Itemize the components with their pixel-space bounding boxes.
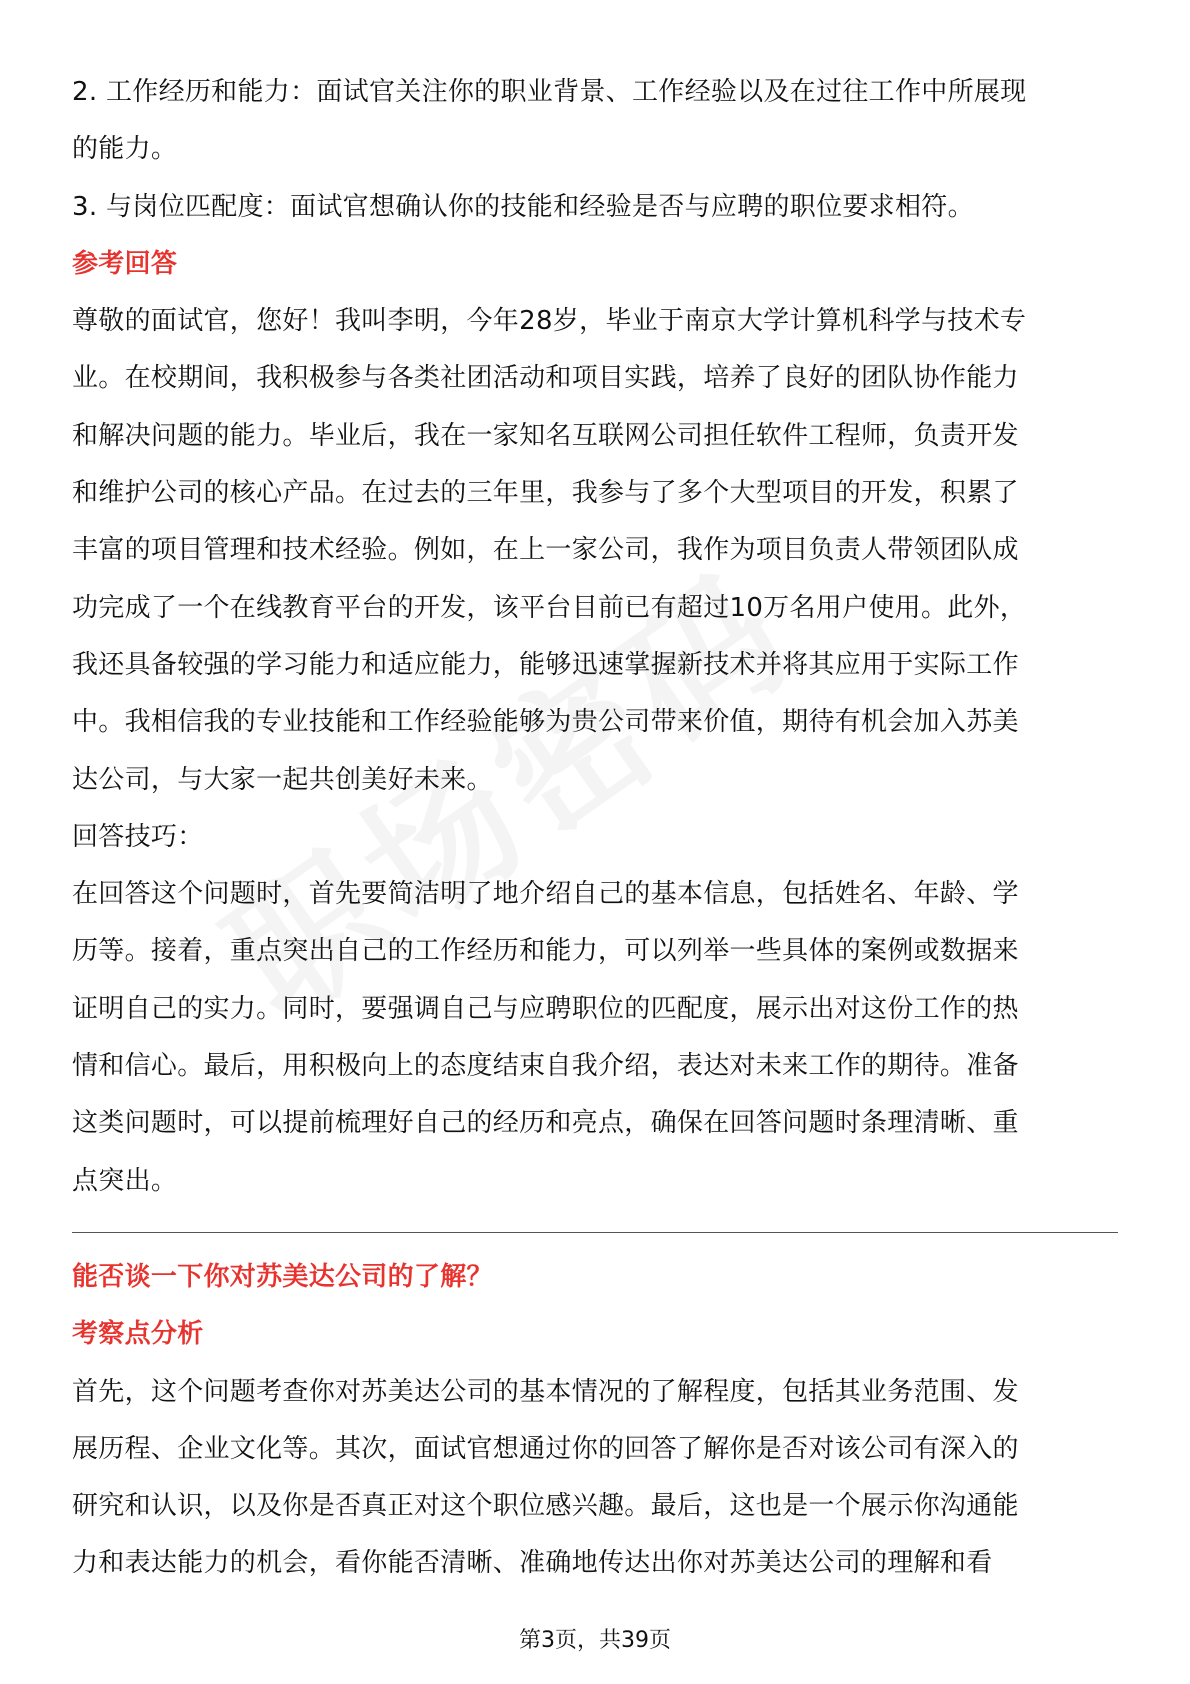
point-line: 的能力。 xyxy=(72,134,178,165)
paragraph-line: 功完成了一个在线教育平台的开发，该平台目前已有超过10万名用户使用。此外， xyxy=(72,592,1027,623)
question-heading: 能否谈一下你对苏美达公司的了解？ xyxy=(72,1261,493,1292)
analysis-body xyxy=(72,1364,1118,1593)
point-line: 3. 与岗位匹配度：面试官想确认你的技能和经验是否与应聘的职位要求相符。 xyxy=(72,191,974,222)
paragraph-line: 达公司，与大家一起共创美好未来。 xyxy=(72,764,493,795)
paragraph-line: 情和信心。最后，用积极向上的态度结束自我介绍，表达对未来工作的期待。准备 xyxy=(72,1051,1019,1082)
paragraph-line: 力和表达能力的机会，看你能否清晰、准确地传达出你对苏美达公司的理解和看 xyxy=(72,1548,993,1579)
document-page xyxy=(72,64,1118,1593)
section-divider xyxy=(72,1232,1118,1233)
paragraph-line: 和解决问题的能力。毕业后，我在一家知名互联网公司担任软件工程师，负责开发 xyxy=(72,420,1019,451)
page-number: 第3页，共39页 xyxy=(519,1628,671,1653)
answer-tips-body xyxy=(72,866,1118,1210)
point-line: 2. 工作经历和能力：面试官关注你的职业背景、工作经验以及在过往工作中所展现 xyxy=(72,77,1027,107)
reference-answer-body xyxy=(72,293,1118,809)
paragraph-line: 研究和认识，以及你是否真正对这个职位感兴趣。最后，这也是一个展示你沟通能 xyxy=(72,1491,1019,1522)
paragraph-line: 业。在校期间，我积极参与各类社团活动和项目实践，培养了良好的团队协作能力 xyxy=(72,363,1019,394)
paragraph-line: 和维护公司的核心产品。在过去的三年里，我参与了多个大型项目的开发，积累了 xyxy=(72,478,1019,509)
paragraph-line: 丰富的项目管理和技术经验。例如，在上一家公司，我作为项目负责人带领团队成 xyxy=(72,535,1019,566)
paragraph-line: 这类问题时，可以提前梳理好自己的经历和亮点，确保在回答问题时条理清晰、重 xyxy=(72,1108,1019,1139)
paragraph-line: 展历程、企业文化等。其次，面试官想通过你的回答了解你是否对该公司有深入的 xyxy=(72,1433,1019,1464)
paragraph-line: 证明自己的实力。同时，要强调自己与应聘职位的匹配度，展示出对这份工作的热 xyxy=(72,993,1019,1024)
paragraph-line: 我还具备较强的学习能力和适应能力，能够迅速掌握新技术并将其应用于实际工作 xyxy=(72,649,1019,680)
paragraph-line: 在回答这个问题时，首先要简洁明了地介绍自己的基本信息，包括姓名、年龄、学 xyxy=(72,879,1019,910)
paragraph-line: 历等。接着，重点突出自己的工作经历和能力，可以列举一些具体的案例或数据来 xyxy=(72,936,1019,967)
evaluation-points xyxy=(72,64,1118,236)
paragraph-line: 首先，这个问题考查你对苏美达公司的基本情况的了解程度，包括其业务范围、发 xyxy=(72,1376,1019,1407)
analysis-heading: 考察点分析 xyxy=(72,1319,204,1350)
paragraph-line: 点突出。 xyxy=(72,1165,178,1196)
answer-tips-heading: 回答技巧： xyxy=(72,821,204,852)
paragraph-line: 尊敬的面试官，您好！我叫李明，今年28岁，毕业于南京大学计算机科学与技术专 xyxy=(72,306,1027,337)
paragraph-line: 中。我相信我的专业技能和工作经验能够为贵公司带来价值，期待有机会加入苏美 xyxy=(72,707,1019,738)
reference-answer-heading: 参考回答 xyxy=(72,248,178,279)
